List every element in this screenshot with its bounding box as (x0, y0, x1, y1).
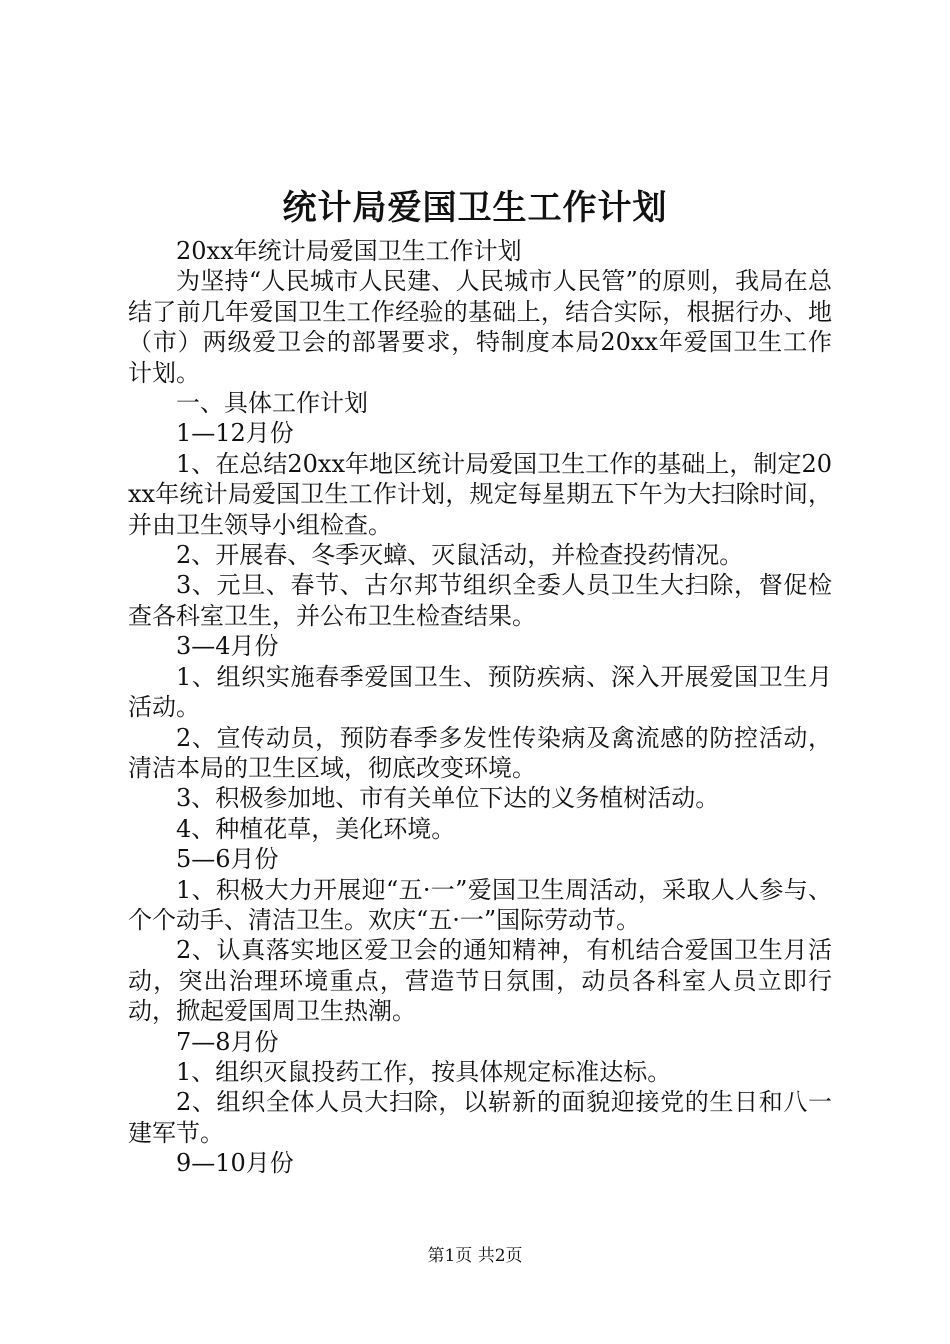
paragraph: 2、组织全体人员大扫除，以崭新的面貌迎接党的生日和八一建军节。 (128, 1088, 832, 1147)
paragraph: 3、积极参加地、市有关单位下达的义务植树活动。 (176, 784, 720, 813)
paragraph: 4、种植花草，美化环境。 (176, 814, 456, 843)
paragraph: 1、积极大力开展迎“五·一”爱国卫生周活动，采取人人参与、个个动手、清洁卫生。欢庆“五·一”国际劳动节。 (128, 875, 832, 934)
period-heading: 9—10月份 (176, 1149, 294, 1178)
paragraph: 为坚持“人民城市人民建、人民城市人民管”的原则，我局在总结了前几年爱国卫生工作经验的基础上，结合实际，根据行办、地（市）两级爱卫会的部署要求，特制度本局20xx年爱国卫生工作计划。 (128, 267, 832, 387)
section-heading: 一、具体工作计划 (176, 389, 368, 418)
paragraph: 2、认真落实地区爱卫会的通知精神，有机结合爱国卫生月活动，突出治理环境重点，营造节日氛围，动员各科室人员立即行动，掀起爱国周卫生热潮。 (128, 936, 832, 1026)
paragraph: 1、组织灭鼠投药工作，按具体规定标准达标。 (176, 1057, 672, 1086)
paragraph: 2、宣传动员，预防春季多发性传染病及禽流感的防控活动，清洁本局的卫生区域，彻底改变环境。 (128, 723, 832, 782)
document-body (128, 236, 832, 1179)
period-heading: 5—6月份 (176, 845, 279, 874)
document-title: 统计局爱国卫生工作计划 (282, 188, 668, 228)
paragraph: 3、元旦、春节、古尔邦节组织全委人员卫生大扫除，督促检查各科室卫生，并公布卫生检查结果。 (128, 571, 832, 630)
paragraph: 1、在总结20xx年地区统计局爱国卫生工作的基础上，制定20xx年统计局爱国卫生工作计划，规定每星期五下午为大扫除时间，并由卫生领导小组检查。 (128, 449, 832, 539)
period-heading: 1—12月份 (176, 419, 294, 448)
period-heading: 7—8月份 (176, 1027, 279, 1056)
period-heading: 3—4月份 (176, 632, 279, 661)
paragraph: 1、组织实施春季爱国卫生、预防疾病、深入开展爱国卫生月活动。 (128, 662, 832, 722)
paragraph: 2、开展春、冬季灭蟑、灭鼠活动，并检查投药情况。 (176, 541, 744, 570)
page-footer: 第1页 共2页 (427, 1246, 523, 1266)
paragraph: 20xx年统计局爱国卫生工作计划 (176, 237, 522, 265)
